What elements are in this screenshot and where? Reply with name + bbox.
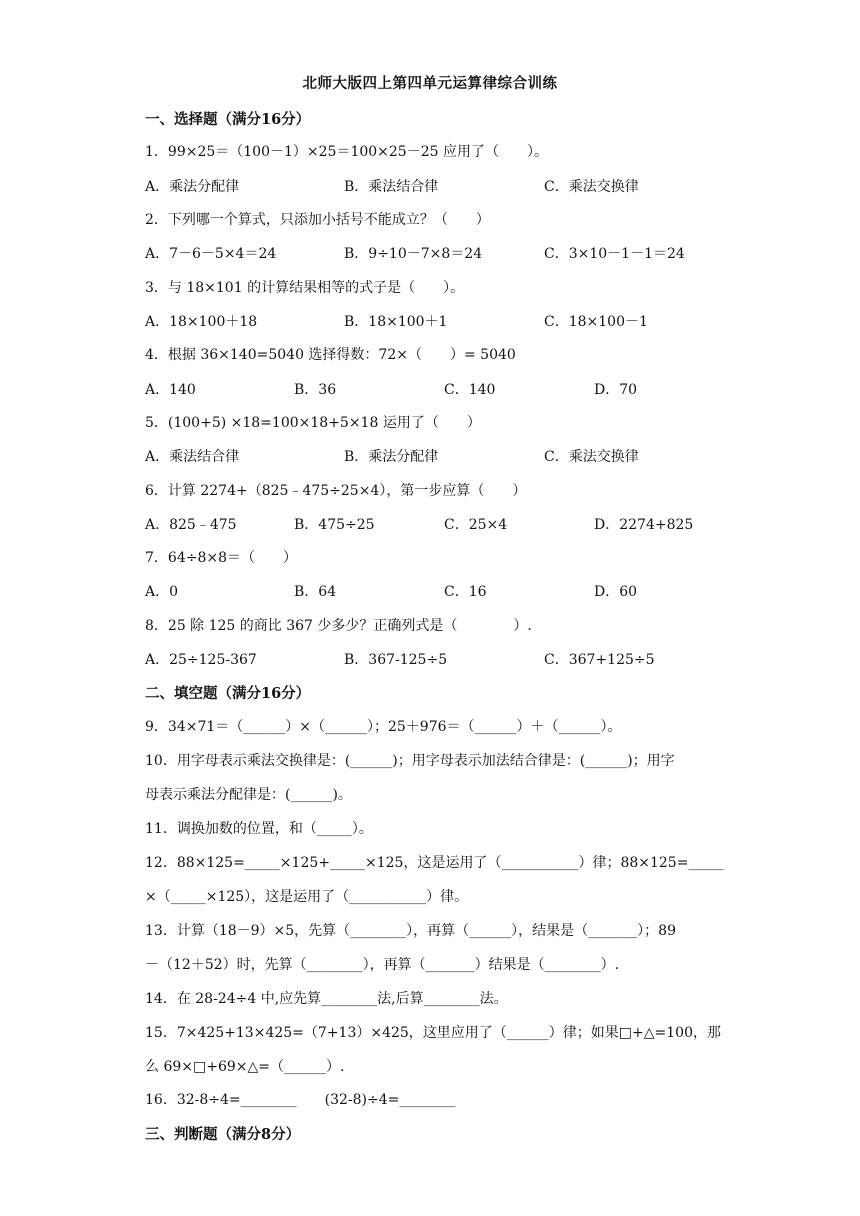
option-6c: C．25×4 <box>444 517 508 533</box>
option-3a: A．18×100＋18 <box>145 314 258 330</box>
option-4c: C．140 <box>444 382 496 398</box>
fill-question-12-cont: ×（_____×125），这是运用了（___________）律。 <box>145 889 469 905</box>
option-7c: C．16 <box>444 584 487 600</box>
option-1c: C．乘法交换律 <box>544 179 639 195</box>
option-5a: A．乘法结合律 <box>145 449 240 465</box>
fill-question-16: 16．32-8÷4=________ (32-8)÷4=________ <box>145 1092 456 1108</box>
fill-question-15: 15．7×425+13×425=（7+13）×425，这里应用了（______）律；如果□+△=100，那 <box>145 1025 721 1041</box>
option-8a: A．25÷125-367 <box>145 652 257 668</box>
option-1b: B．乘法结合律 <box>344 179 439 195</box>
option-8c: C．367+125÷5 <box>544 652 655 668</box>
option-7d: D．60 <box>594 584 638 600</box>
option-5b: B．乘法分配律 <box>344 449 439 465</box>
fill-question-15-cont: 么 69×□+69×△=（______）. <box>145 1059 345 1075</box>
question-5: 5．(100+5) ×18=100×18+5×18 运用了（ ） <box>145 415 481 431</box>
question-3: 3．与 18×101 的计算结果相等的式子是（ ）。 <box>145 280 465 296</box>
fill-question-11: 11．调换加数的位置，和（_____）。 <box>145 821 373 837</box>
option-2a: A．7－6－5×4＝24 <box>145 246 277 262</box>
section-heading-fill: 二、填空题（满分16分） <box>145 685 311 702</box>
fill-question-10: 10．用字母表示乘法交换律是：(______)；用字母表示加法结合律是：(______)；用字 <box>145 753 675 769</box>
option-4a: A．140 <box>145 382 196 398</box>
fill-question-14: 14．在 28-24÷4 中,应先算________法,后算________法。 <box>145 991 508 1007</box>
section-heading-judge: 三、判断题（满分8分） <box>145 1126 301 1143</box>
option-4b: B．36 <box>294 382 337 398</box>
question-1: 1．99×25＝（100－1）×25＝100×25－25 应用了（ ）。 <box>145 144 548 160</box>
option-8b: B．367-125÷5 <box>344 652 448 668</box>
option-1a: A．乘法分配律 <box>145 179 240 195</box>
page-title: 北师大版四上第四单元运算律综合训练 <box>302 75 558 92</box>
fill-question-13-cont: －（12＋52）时，先算（________），再算（_______）结果是（________）. <box>145 957 620 973</box>
option-7b: B．64 <box>294 584 337 600</box>
question-2: 2．下列哪一个算式，只添加小括号不能成立？（ ） <box>145 212 490 228</box>
option-3b: B．18×100＋1 <box>344 314 448 330</box>
question-4: 4．根据 36×140=5040 选择得数：72×（ ）= 5040 <box>145 347 516 363</box>
fill-question-10-cont: 母表示乘法分配律是：(______)。 <box>145 787 352 803</box>
option-4d: D．70 <box>594 382 638 398</box>
fill-question-12: 12．88×125=_____×125+_____×125，这是运用了（___________）律；88×125=_____ <box>145 855 724 871</box>
option-6d: D．2274+825 <box>594 517 694 533</box>
option-5c: C．乘法交换律 <box>544 449 639 465</box>
option-2c: C．3×10－1－1＝24 <box>544 246 685 262</box>
fill-question-9: 9．34×71＝（______）×（______）；25＋976＝（______）＋（______）。 <box>145 719 622 735</box>
question-7: 7．64÷8×8＝（ ） <box>145 550 297 566</box>
question-8: 8．25 除 125 的商比 367 少多少？正确列式是（ ）. <box>145 618 532 634</box>
section-heading-choice: 一、选择题（满分16分） <box>145 111 311 128</box>
option-2b: B．9÷10－7×8＝24 <box>344 246 483 262</box>
option-7a: A．0 <box>145 584 179 600</box>
option-6a: A．825﹣475 <box>145 517 237 533</box>
question-6: 6．计算 2274+（825﹣475÷25×4），第一步应算（ ） <box>145 483 527 499</box>
option-3c: C．18×100－1 <box>544 314 648 330</box>
fill-question-13: 13．计算（18－9）×5，先算（________），再算（______），结果是（_______）；89 <box>145 923 676 939</box>
option-6b: B．475÷25 <box>294 517 375 533</box>
